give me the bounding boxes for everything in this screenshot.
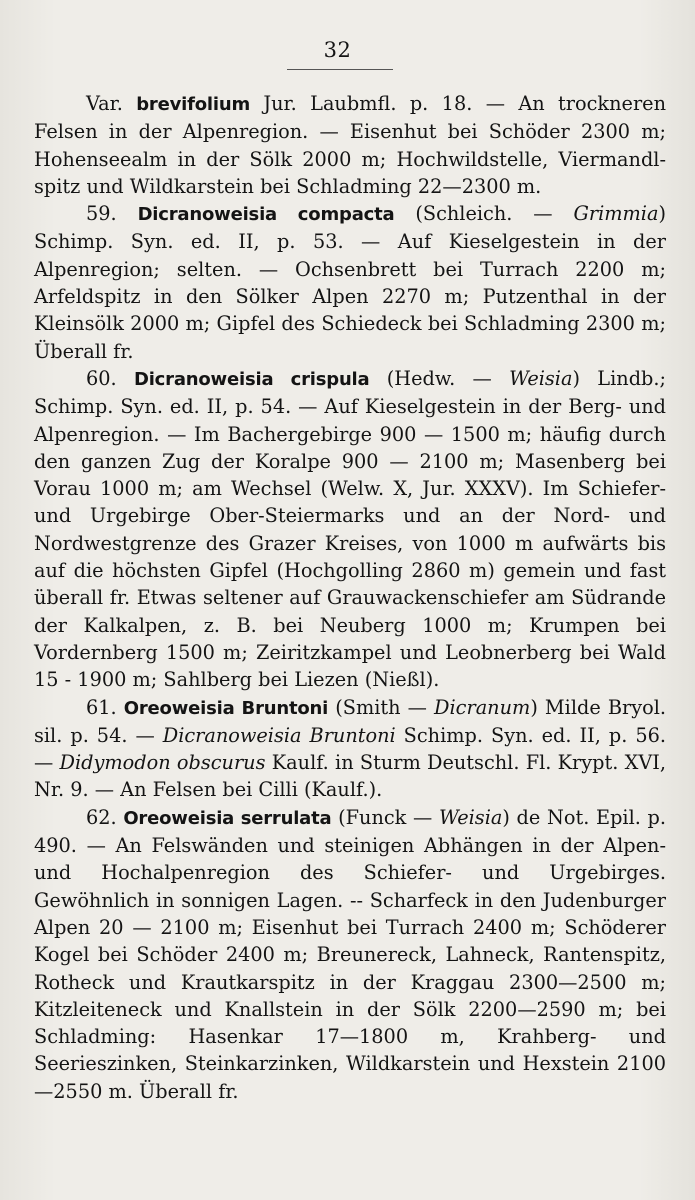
entry-text: (Hedw. — [369,366,510,390]
header-rule [287,69,393,70]
entry-prefix: Var. [86,92,137,115]
synonym-genus: Dicranum [434,695,531,719]
entry-text: ) Schimp. Syn. ed. II, p. 53. — Auf Kieselgestein in der Alpenregion; selten. — Ochsenbrett bei Turrach 2200 m; Arfeldspitz in den Sölker Alpen 2270 m; Putzenthal in der Kleinsölk 2000 m; Gipfel des Schiedeck bei Schladming 2300 m; Überall fr. [34,202,666,363]
entry-var-brevifolium [34,90,666,200]
entry-text: (Schleich. — [394,202,574,226]
entry-59 [34,200,666,365]
entry-text: Kaulf. in Sturm Deutschl. Fl. Krypt. XVI, Nr. 9. — An Felsen bei Cilli (Kaulf.). [34,751,666,802]
entry-60 [34,365,666,694]
synonym-genus: Grimmia [573,202,659,226]
entry-text: (Smith — [328,695,435,719]
entry-text: Jur. Laubmfl. p. 18. — An trockneren Felsen in der Alpenregion. — Eisenhut bei Schöder 2300 m; Hohenseealm in der Sölk 2000 m; Hochwildstelle, Viermandlspitz und Wildkarstein bei Schladming 22—2300 m. [34,92,666,198]
page-number: 32 [323,38,352,62]
synonym-genus: Weisia [509,366,573,390]
entry-text: Schimp. Syn. ed. II, p. 56. — [34,723,666,775]
species-name: Dicranoweisia crispula [133,368,370,390]
species-name: Oreoweisia serrulata [123,807,332,829]
synonym-genus: Weisia [438,805,503,829]
entry-text: ) Lindb.; Schimp. Syn. ed. II, p. 54. — Auf Kieselgestein in der Berg- und Alpenregion. — Im Bachergebirge 900 — 1500 m; häufig durch den ganzen Zug der Koralpe 900 — 2100 m; Masenberg bei Vorau 1000 m; am Wechsel (Welw. X, Jur. XXXV). Im Schiefer- und Urgebirge Ober-Steiermarks und an der Nord- und Nordwestgrenze des Grazer Kreises, von 1000 m aufwärts bis auf die höchsten Gipfel (Hochgolling 2860 m) gemein und fast überall fr. Etwas seltener auf Grauwackenschiefer am Südrande der Kalkalpen, z. B. bei Neuberg 1000 m; Krumpen bei Vordernberg 1500 m; Zeiritzkampel und Leobnerberg bei Wald 15 - 1900 m; Sahlberg bei Liezen (Nießl). [34,366,667,692]
synonym-name: Dicranoweisia Bruntoni [162,723,396,747]
entry-number: 62. [86,805,124,829]
entry-text: ) Milde Bryol. sil. p. 54. — [34,695,667,747]
species-name: Dicranoweisia compacta [137,204,395,226]
entry-62 [34,804,666,1105]
entry-number: 61. [86,695,124,719]
entry-text: ) de Not. Epil. p. 490. — An Felswänden und steinigen Abhängen in der Alpen- und Hochalpenregion des Schiefer- und Urgebirges. Gewöhnlich in sonnigen Lagen. -- Scharfeck in den Judenburger Alpen 20 — 2100 m; Eisenhut bei Turrach 2400 m; Schöderer Kogel bei Schöder 2400 m; Breunereck, Lahneck, Rantenspitz, Rotheck und Krautkarspitz in der Kraggau 2300—2500 m; Kitzleiteneck und Knallstein in der Sölk 2200—2590 m; bei Schladming: Hasenkar 17—1800 m, Krahberg- und Seerieszinken, Steinkarzinken, Wildkarstein und Hexstein 2100—2550 m. Überall fr. [34,805,667,1103]
entry-number: 60. [86,366,134,390]
species-name: Oreoweisia Bruntoni [123,697,329,719]
entry-61 [34,694,666,804]
page-body [34,90,666,1105]
synonym-name: Didymodon obscurus [59,751,266,775]
species-name: brevifolium [136,94,251,115]
entry-number: 59. [86,202,138,226]
entry-text: (Funck — [331,805,439,829]
